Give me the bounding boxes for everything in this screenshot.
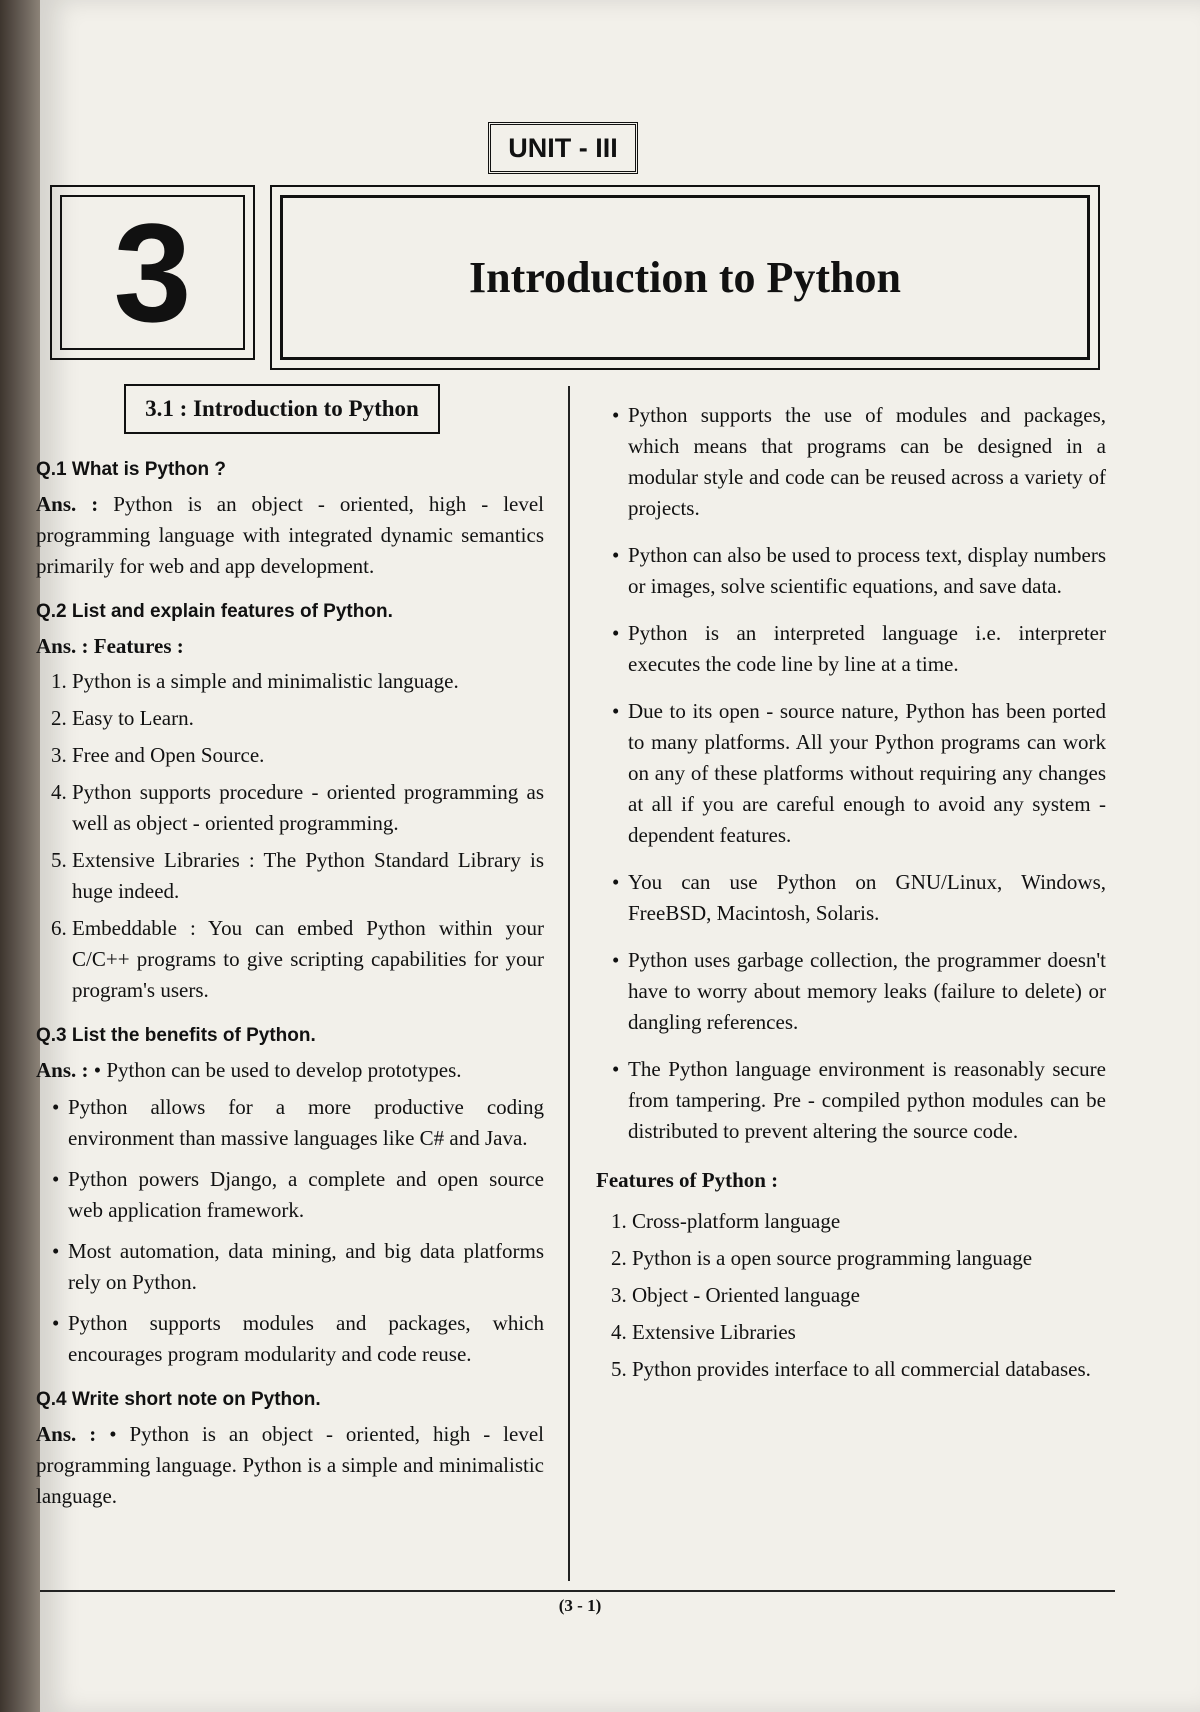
- page-number: (3 - 1): [558, 1596, 602, 1615]
- right-column: [596, 394, 1106, 1391]
- list-item: 6. Embeddable : You can embed Python within your C/C++ programs to give scripting capabilities for your program's users.: [72, 913, 544, 1006]
- python-features-list: [596, 1206, 1106, 1385]
- book-spine: [0, 0, 40, 1712]
- answer-4: [36, 1419, 544, 1512]
- list-item: • Python uses garbage collection, the programmer doesn't have to worry about memory leaks (failure to delete) or dangling references.: [612, 945, 1106, 1038]
- left-column: [36, 440, 544, 1512]
- list-item: • Most automation, data mining, and big data platforms rely on Python.: [52, 1236, 544, 1298]
- list-item: 4. Extensive Libraries: [632, 1317, 1106, 1348]
- chapter-title-box: [270, 185, 1100, 370]
- python-points-list: [596, 400, 1106, 1147]
- list-item: • Due to its open - source nature, Python has been ported to many platforms. All your Python programs can work on any of these platforms without requiring any changes at all if you are careful enough to avoid any system - dependent features.: [612, 696, 1106, 851]
- features-list: [36, 666, 544, 1006]
- answer-text: • Python is an object - oriented, high - level programming language. Python is a simple and minimalistic language.: [36, 1422, 544, 1508]
- question-3: Q.3 List the benefits of Python.: [36, 1025, 316, 1046]
- chapter-title: Introduction to Python: [280, 195, 1090, 360]
- list-item: 2. Easy to Learn.: [72, 703, 544, 734]
- list-item: 1. Python is a simple and minimalistic language.: [72, 666, 544, 697]
- list-item: 4. Python supports procedure - oriented programming as well as object - oriented programming.: [72, 777, 544, 839]
- list-item: 1. Cross-platform language: [632, 1206, 1106, 1237]
- features-heading: Features of Python :: [596, 1168, 779, 1192]
- list-item: 5. Extensive Libraries : The Python Standard Library is huge indeed.: [72, 845, 544, 907]
- list-item: • You can use Python on GNU/Linux, Windows, FreeBSD, Macintosh, Solaris.: [612, 867, 1106, 929]
- list-item: • Python can also be used to process text, display numbers or images, solve scientific equations, and save data.: [612, 540, 1106, 602]
- chapter-number: 3: [60, 195, 245, 350]
- unit-label: UNIT - III: [488, 122, 638, 174]
- section-heading: 3.1 : Introduction to Python: [124, 384, 440, 434]
- answer-label: Ans. :: [36, 1422, 97, 1446]
- list-item: 3. Free and Open Source.: [72, 740, 544, 771]
- list-item: • Python is an interpreted language i.e. interpreter executes the code line by line at a time.: [612, 618, 1106, 680]
- list-item: • Python supports the use of modules and packages, which means that programs can be designed in a modular style and code can be reused across a variety of projects.: [612, 400, 1106, 524]
- answer-label: Ans. : Features :: [36, 634, 184, 658]
- question-4: Q.4 Write short note on Python.: [36, 1389, 321, 1410]
- answer-1: [36, 489, 544, 582]
- list-item: • Python powers Django, a complete and open source web application framework.: [52, 1164, 544, 1226]
- list-item: • Python allows for a more productive coding environment than massive languages like C# and Java.: [52, 1092, 544, 1154]
- question-1: Q.1 What is Python ?: [36, 459, 227, 480]
- answer-3-first: [36, 1055, 544, 1086]
- list-item: 2. Python is a open source programming language: [632, 1243, 1106, 1274]
- chapter-number-box: [50, 185, 255, 360]
- list-item: 3. Object - Oriented language: [632, 1280, 1106, 1311]
- column-divider: [568, 386, 570, 1581]
- answer-label: Ans. :: [36, 492, 99, 516]
- list-item: 5. Python provides interface to all commercial databases.: [632, 1354, 1106, 1385]
- answer-text: • Python can be used to develop prototypes.: [93, 1058, 462, 1082]
- footer-rule: [40, 1590, 1115, 1592]
- answer-text: Python is an object - oriented, high - level programming language with integrated dynamic semantics primarily for web and app development.: [36, 492, 544, 578]
- list-item: • Python supports modules and packages, which encourages program modularity and code reuse.: [52, 1308, 544, 1370]
- benefits-list: [36, 1092, 544, 1370]
- question-2: Q.2 List and explain features of Python.: [36, 601, 393, 622]
- answer-label: Ans. :: [36, 1058, 89, 1082]
- list-item: • The Python language environment is reasonably secure from tampering. Pre - compiled python modules can be distributed to prevent altering the source code.: [612, 1054, 1106, 1147]
